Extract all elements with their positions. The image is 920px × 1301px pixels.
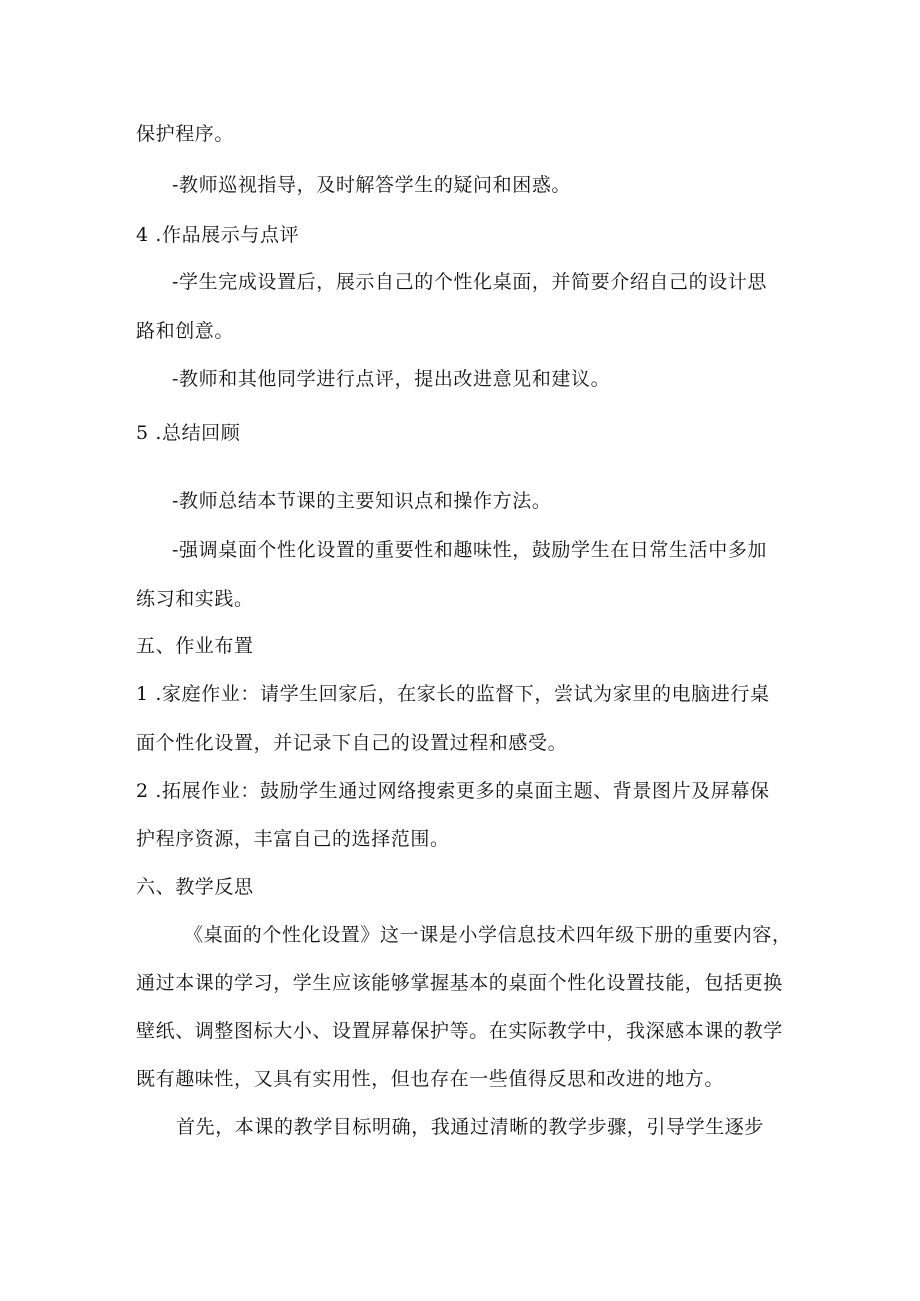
section-heading: 六、教学反思: [136, 876, 254, 898]
section-heading: 五、作业布置: [136, 635, 254, 657]
section-heading: 4 .作品展示与点评: [136, 224, 300, 246]
paragraph-line: 保护程序。: [136, 123, 235, 145]
paragraph-line: 路和创意。: [136, 320, 235, 342]
section-heading: 5 .总结回顾: [136, 422, 241, 444]
paragraph-line: 护程序资源，丰富自己的选择范围。: [136, 828, 450, 850]
list-item-line: -教师巡视指导，及时解答学生的疑问和困惑。: [172, 174, 572, 196]
paragraph-line: 通过本课的学习，学生应该能够掌握基本的桌面个性化设置技能，包括更换: [136, 972, 783, 994]
list-item-line: -强调桌面个性化设置的重要性和趣味性，鼓励学生在日常生活中多加: [172, 539, 768, 561]
list-item-line: 2 .拓展作业：鼓励学生通过网络搜索更多的桌面主题、背景图片及屏幕保: [136, 780, 770, 802]
paragraph-line: 首先，本课的教学目标明确，我通过清晰的教学步骤，引导学生逐步: [176, 1116, 765, 1138]
list-item-line: -教师总结本节课的主要知识点和操作方法。: [172, 490, 552, 512]
paragraph-line: 《桌面的个性化设置》这一课是小学信息技术四年级下册的重要内容，: [184, 924, 792, 946]
paragraph-line: 面个性化设置，并记录下自己的设置过程和感受。: [136, 732, 568, 754]
list-item-line: 1 .家庭作业：请学生回家后，在家长的监督下，尝试为家里的电脑进行桌: [136, 683, 770, 705]
paragraph-line: 壁纸、调整图标大小、设置屏幕保护等。在实际教学中，我深感本课的教学: [136, 1020, 783, 1042]
list-item-line: -教师和其他同学进行点评，提出改进意见和建议。: [172, 368, 611, 390]
paragraph-line: 练习和实践。: [136, 588, 254, 610]
paragraph-line: 既有趣味性，又具有实用性，但也存在一些值得反思和改进的地方。: [136, 1068, 725, 1090]
list-item-line: -学生完成设置后，展示自己的个性化桌面，并简要介绍自己的设计思: [172, 271, 768, 293]
